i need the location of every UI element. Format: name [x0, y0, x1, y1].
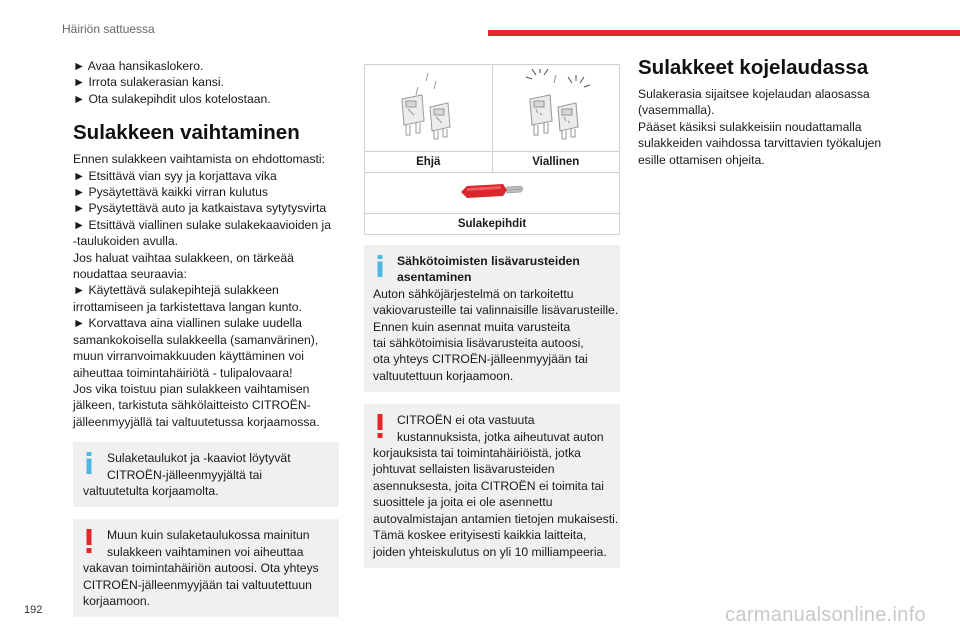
text-line: Pääset käsiksi sulakkeisiin noudattamalla	[638, 119, 862, 134]
column-right	[638, 56, 888, 168]
label-intact: Ehjä	[365, 152, 493, 173]
section-title: Häiriön sattuessa	[62, 22, 155, 36]
warning-text-line: korjaamoon.	[83, 593, 151, 608]
text-line: ► Käytettävä sulakepihtejä sulakkeen	[73, 283, 279, 298]
warning-text-line: kustannuksista, jotka aiheutuvat auton	[397, 429, 604, 444]
label-fuse-pliers: Sulakepihdit	[365, 214, 620, 235]
warning-text-line: korjauksista tai toimintahäiriöistä, jotka	[373, 446, 581, 461]
warning-text-line: Tämä koskee erityisesti kaikkia laitteita,	[373, 528, 587, 543]
text-line: jälkeen, tarkistuta sähkölaitteisto CITROËN-	[73, 398, 311, 413]
watermark: carmanualsonline.info	[725, 604, 926, 626]
text-line: sulakkeiden vaihdossa tarvittavien työkalujen	[638, 136, 882, 151]
text-line: irrottamiseen ja tarkistettava langan kunto.	[73, 299, 302, 314]
text-line: (vasemmalla).	[638, 103, 715, 118]
warning-text-line: suosittele ja joita ei ole asennettu	[373, 495, 553, 510]
info-box-accessories	[364, 245, 620, 392]
column-left	[73, 58, 339, 617]
info-text-line: Ennen kuin asennat muita varusteita	[373, 319, 571, 334]
fuse-pliers-icon	[457, 180, 527, 202]
info-title-line: Sähkötoimisten lisävarusteiden	[397, 254, 580, 268]
text-line: ► Korvattava aina viallinen sulake uudella	[73, 316, 302, 331]
warning-box-liability	[364, 404, 620, 568]
fuse-illustration-table	[364, 64, 620, 235]
warning-box	[73, 519, 339, 617]
blown-fuse-icon	[516, 69, 596, 143]
text-line: ► Etsittävä vian syy ja korjattava vika	[73, 168, 277, 183]
intact-fuse-icon	[388, 69, 468, 143]
info-text-line: vakiovarusteille tai valinnaisille lisävarusteille.	[373, 303, 619, 318]
text-line: aiheuttaa toimintahäiriötä - tulipalovaara!	[73, 365, 293, 380]
label-faulty: Viallinen	[492, 152, 620, 173]
warning-text-line: vakavan toimintahäiriön autoosi. Ota yhteys	[83, 561, 319, 576]
fuse-ok-illustration	[365, 65, 493, 152]
info-text-line: valtuutettuun korjaamoon.	[373, 368, 514, 383]
step-line: ► Irrota sulakerasian kansi.	[73, 75, 224, 90]
warning-text-line: CITROËN ei ota vastuuta	[397, 413, 535, 428]
info-title-line: asentaminen	[397, 270, 472, 285]
info-text-line: Auton sähköjärjestelmä on tarkoitettu	[373, 286, 574, 301]
warning-icon	[85, 529, 93, 553]
text-line: Jos haluat vaihtaa sulakkeen, on tärkeää	[73, 250, 294, 265]
text-line: Ennen sulakkeen vaihtamista on ehdottomasti:	[73, 152, 326, 167]
step-line: ► Ota sulakepihdit ulos kotelostaan.	[73, 91, 271, 106]
text-line: jälleenmyyjällä tai valtuutetussa korjaamossa.	[73, 414, 320, 429]
info-icon	[376, 255, 384, 277]
text-line: ► Pysäytettävä kaikki virran kulutus	[73, 185, 268, 200]
text-line: Jos vika toistuu pian sulakkeen vaihtamisen	[73, 381, 310, 396]
text-line: esille ottamisen ohjeita.	[638, 152, 765, 167]
fuse-pliers-illustration	[365, 173, 620, 214]
info-icon	[85, 452, 93, 474]
fuse-blown-illustration	[492, 65, 620, 152]
warning-text-line: Muun kuin sulaketaulukossa mainitun	[107, 528, 310, 543]
warning-icon	[376, 414, 384, 438]
warning-text-line: CITROËN-jälleenmyyjään tai valtuutettuun	[83, 577, 312, 592]
text-line: -taulukoiden avulla.	[73, 234, 179, 249]
text-line: Sulakerasia sijaitsee kojelaudan alaosassa	[638, 87, 870, 101]
page-number: 192	[24, 604, 43, 616]
text-line: ► Etsittävä viallinen sulake sulakekaavioiden ja	[73, 217, 331, 232]
text-line: ► Pysäytettävä auto ja katkaistava sytytysvirta	[73, 201, 327, 216]
heading-dashboard-fuses: Sulakkeet kojelaudassa	[638, 56, 869, 79]
fuse-replacement-text	[73, 151, 339, 430]
text-line: muun virranvoimakkuuden käyttäminen voi	[73, 349, 304, 364]
info-text-line: Sulaketaulukot ja -kaaviot löytyvät	[107, 451, 291, 466]
info-text-line: CITROËN-jälleenmyyjältä tai	[107, 467, 263, 482]
warning-text-line: joiden yhteiskulutus on yli 10 milliampeeria.	[373, 544, 607, 559]
column-middle	[364, 64, 620, 568]
info-text-line: valtuutetulta korjaamolta.	[83, 483, 219, 498]
text-line: noudattaa seuraavia:	[73, 267, 187, 282]
info-box	[73, 442, 339, 507]
step-line: ► Avaa hansikaslokero.	[73, 59, 204, 73]
intro-steps	[73, 58, 339, 107]
text-line: samankokoisella sulakkeella (samanvärinen),	[73, 332, 319, 347]
warning-text-line: autovalmistajan antamien tietojen mukaisesti.	[373, 511, 619, 526]
info-text-line: tai sähkötoimisia lisävarusteita autoosi,	[373, 336, 584, 351]
warning-text-line: johtuvat sellaisten lisävarusteiden	[373, 462, 555, 477]
header-accent-bar	[488, 30, 960, 36]
heading-fuse-replacement: Sulakkeen vaihtaminen	[73, 121, 300, 145]
info-text-line: ota yhteys CITROËN-jälleenmyyjään tai	[373, 352, 588, 367]
warning-text-line: asennuksesta, joita CITROËN ei toimita tai	[373, 478, 604, 493]
warning-text-line: sulakkeen vaihtaminen voi aiheuttaa	[107, 544, 304, 559]
